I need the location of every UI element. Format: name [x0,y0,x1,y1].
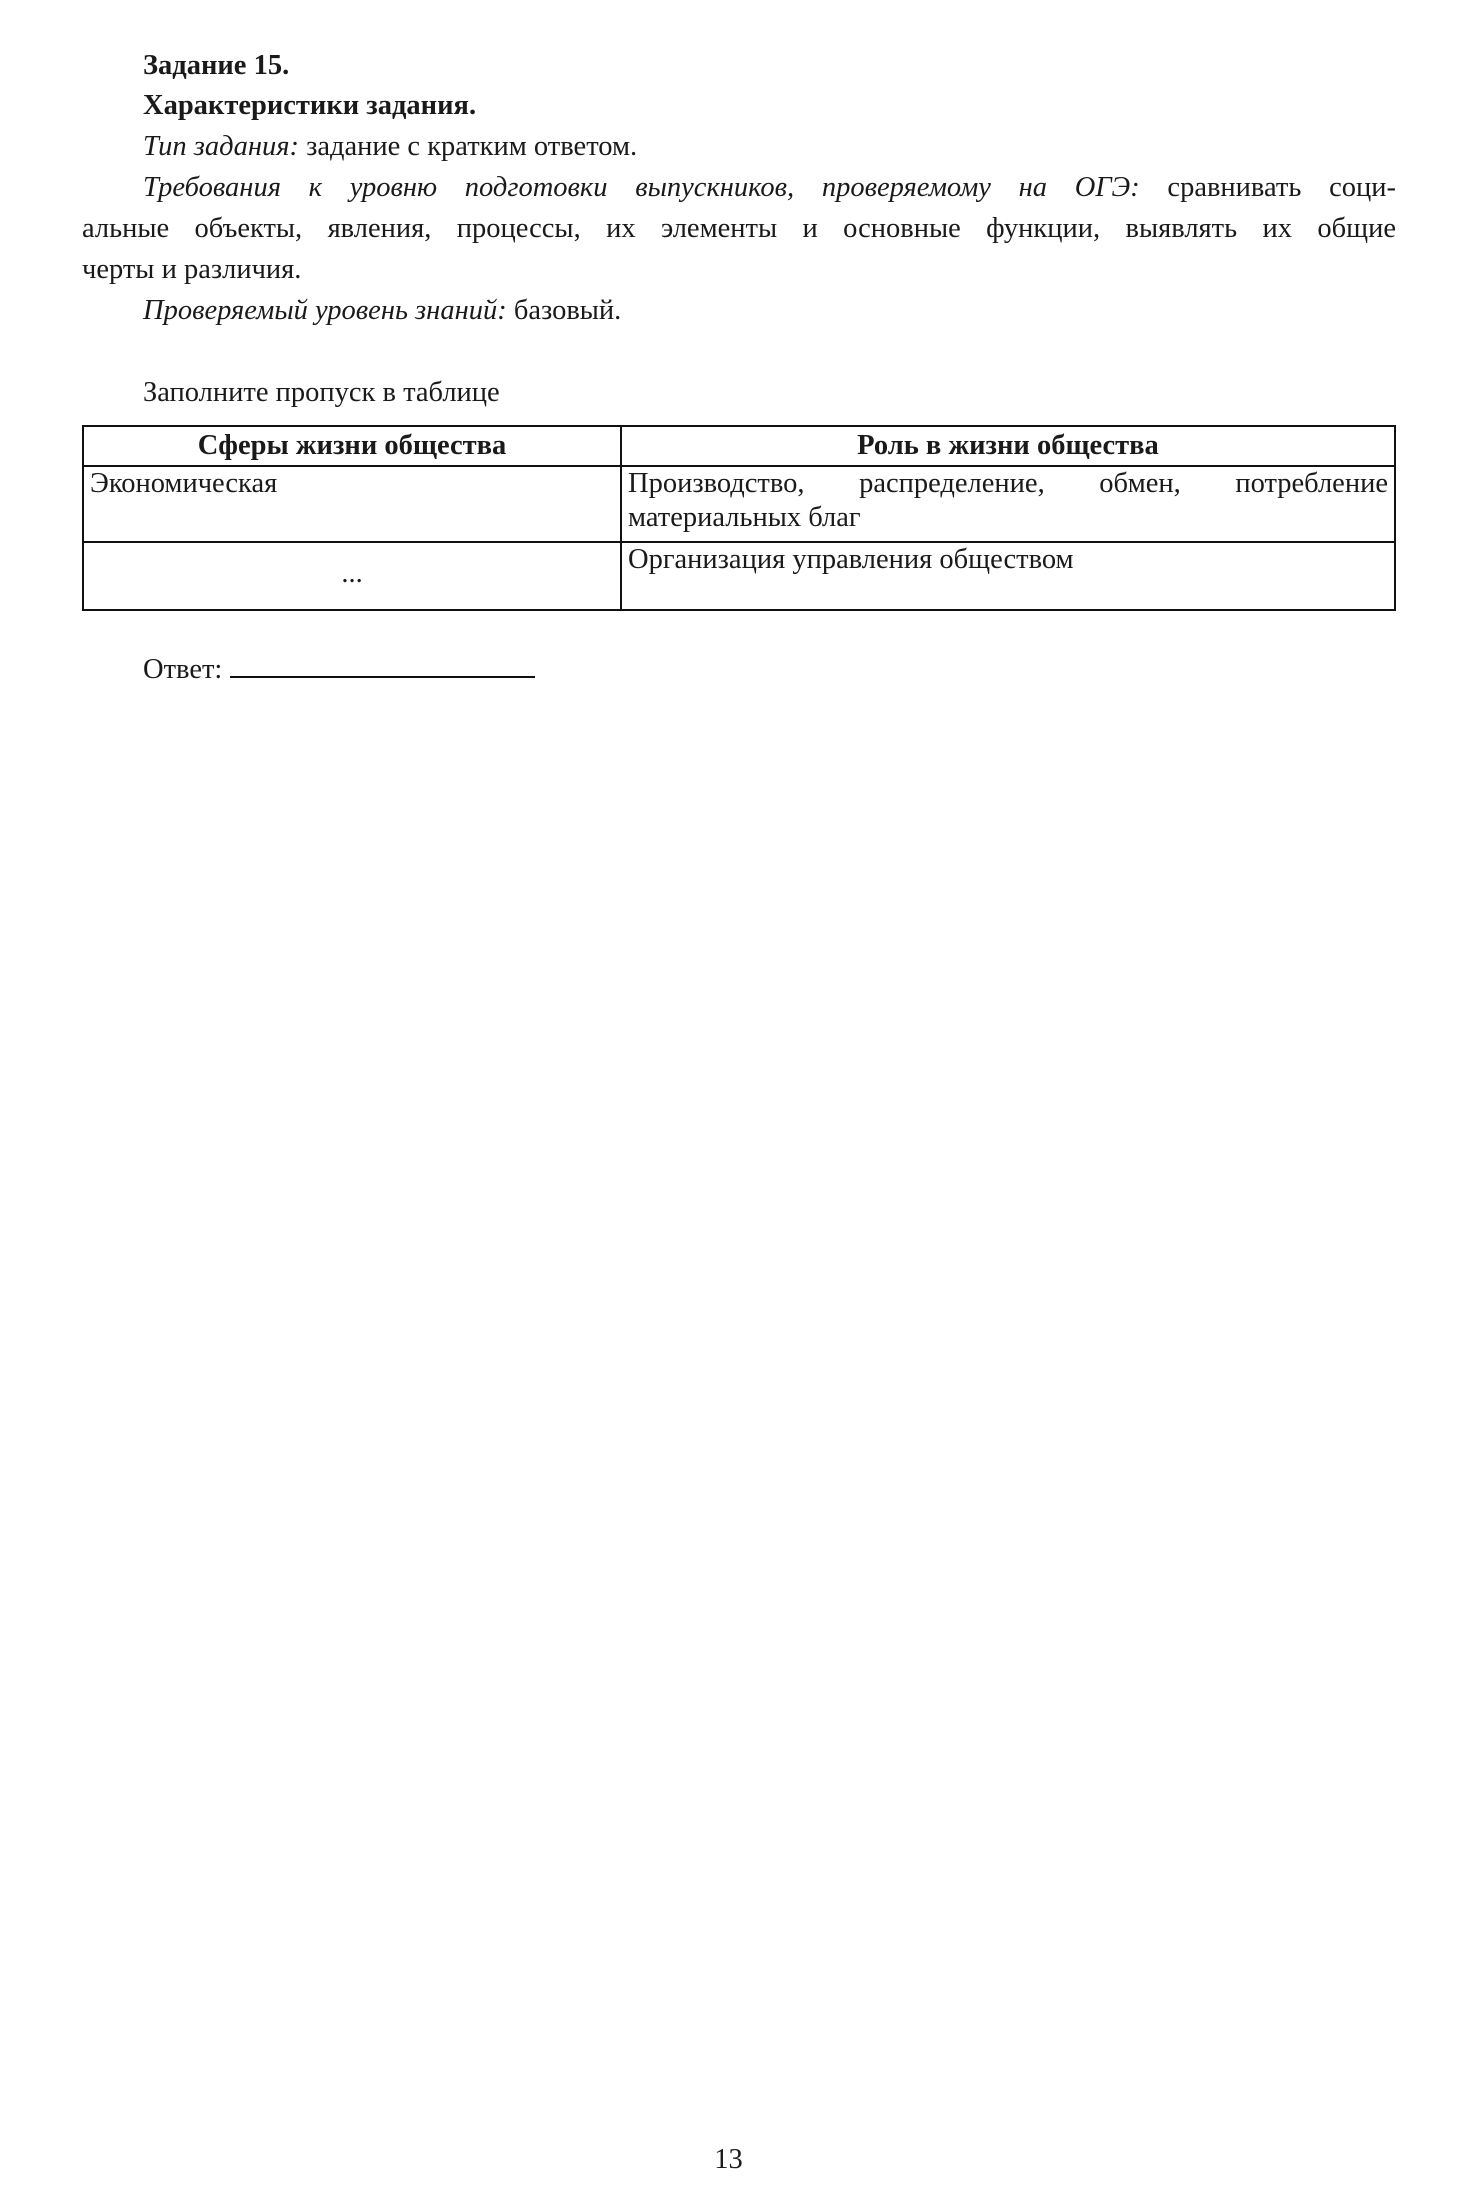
requirements-line-1 [143,172,1396,205]
page-number: 13 [714,2144,743,2175]
requirements-line-3: черты и различия. [82,254,302,285]
answer-field[interactable] [230,654,535,678]
knowledge-level [143,295,621,328]
table-header: Сферы жизни общества [83,426,621,466]
task-title: Задание 15. [143,50,290,81]
requirements-line-2: альные объекты, явления, процессы, их элементы и основные функции, выявлять их общие [82,213,1396,244]
blank-cell[interactable] [83,542,621,610]
table-header: Роль в жизни общества [621,426,1395,466]
table-row [83,542,1395,610]
knowledge-level-label: Проверяемый уровень знаний: [143,295,507,326]
answer-label: Ответ: [143,654,223,685]
requirements-label: Требования к уровню подготовки выпускников, проверяемому на ОГЭ: [143,172,1140,203]
knowledge-level-value: базовый. [506,295,622,326]
table-cell: Производство, распределение, обмен, потребление материальных благ [621,466,1395,542]
answer-row [143,654,535,687]
table-cell: Экономическая [83,466,621,542]
task-type [143,131,637,164]
instruction: Заполните пропуск в таблице [143,377,500,408]
task-type-label: Тип задания: [143,131,299,162]
table-cell: Организация управления обществом [621,542,1395,610]
table-header-row [83,426,1395,466]
task-type-value: задание с кратким ответом. [298,131,638,162]
table-row [83,466,1395,542]
task-subtitle: Характеристики задания. [143,90,477,121]
spheres-table [82,425,1396,611]
blank-placeholder: ... [341,558,363,589]
requirements-value: сравнивать соци- [1139,172,1396,203]
